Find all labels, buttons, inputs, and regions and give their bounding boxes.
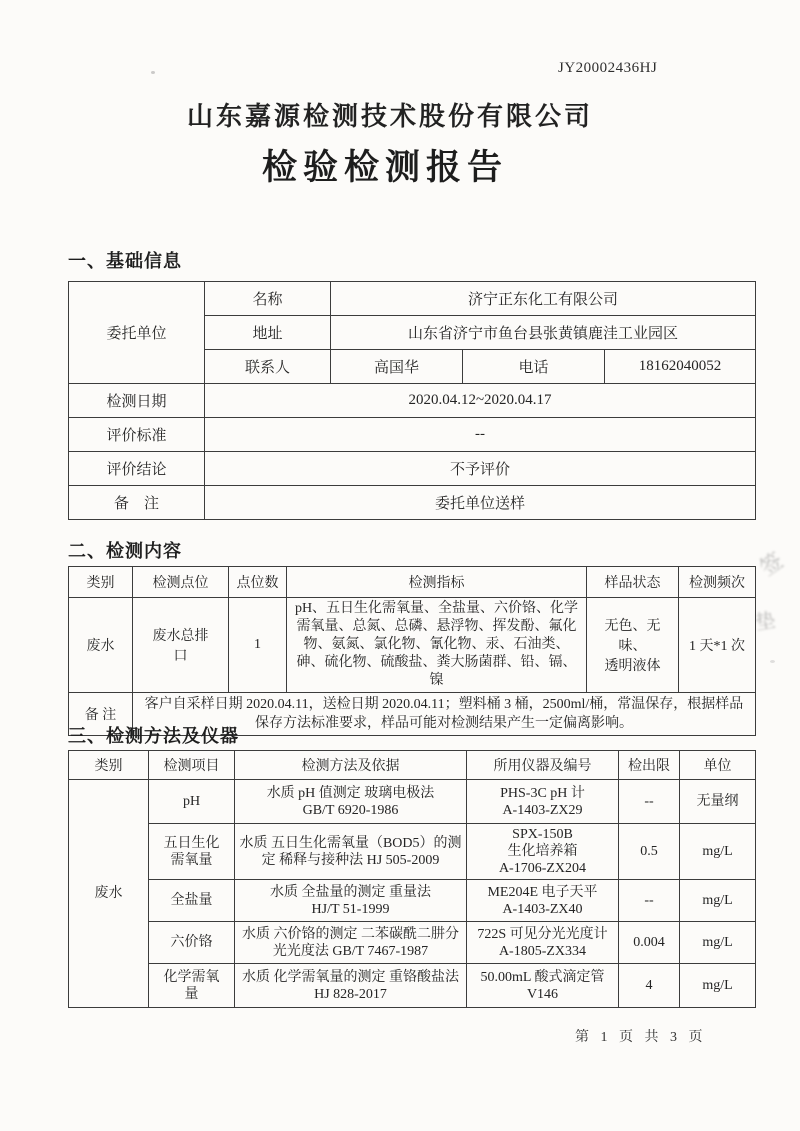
eval-standard-label: 评价标准 (69, 418, 205, 452)
phone-value: 18162040052 (605, 350, 756, 384)
basic-info-table (68, 281, 756, 520)
col-header-instrument: 所用仪器及编号 (467, 751, 619, 780)
remark-label: 备 注 (69, 486, 205, 520)
contact-value: 高国华 (331, 350, 463, 384)
unit-cell: mg/L (680, 964, 756, 1008)
table-row (69, 964, 756, 1008)
item-cell: pH (149, 780, 235, 824)
remark-value: 委托单位送样 (205, 486, 756, 520)
col-header-point-count: 点位数 (229, 567, 287, 598)
remark-label: 备 注 (69, 693, 133, 736)
col-header-indicators: 检测指标 (287, 567, 587, 598)
eval-conclusion-label: 评价结论 (69, 452, 205, 486)
limit-cell: 0.5 (619, 824, 680, 880)
item-cell: 六价铬 (149, 922, 235, 964)
category-cell: 废水 (69, 598, 133, 693)
table-row (69, 598, 756, 693)
table-header-row (69, 567, 756, 598)
unit-cell: 无量纲 (680, 780, 756, 824)
limit-cell: -- (619, 880, 680, 922)
indicators-cell: pH、五日生化需氧量、全盐量、六价铬、化学需氧量、总氮、总磷、悬浮物、挥发酚、氟化物、氨氮、氯化物、氰化物、汞、石油类、砷、硫化物、硫酸盐、粪大肠菌群、铅、镉、镍 (287, 598, 587, 693)
remark-value: 客户自采样日期 2020.04.11，送检日期 2020.04.11；塑料桶 3 桶，2500ml/桶，常温保存，根据样品保存方法标准要求，样品可能对检测结果产生一定偏离影响。 (133, 693, 756, 736)
stamp-mark: 签 (755, 547, 788, 581)
eval-conclusion-value: 不予评价 (205, 452, 756, 486)
col-header-method: 检测方法及依据 (235, 751, 467, 780)
item-cell: 全盐量 (149, 880, 235, 922)
test-content-table (68, 566, 756, 736)
instrument-cell: PHS-3C pH 计 A-1403-ZX29 (467, 780, 619, 824)
col-header-sample-state: 样品状态 (587, 567, 679, 598)
col-header-unit: 单位 (680, 751, 756, 780)
method-cell: 水质 化学需氧量的测定 重铬酸盐法 HJ 828-2017 (235, 964, 467, 1008)
section-heading-basic-info: 一、基础信息 (68, 251, 182, 271)
point-count-cell: 1 (229, 598, 287, 693)
col-header-category: 类别 (69, 751, 149, 780)
table-row (69, 384, 756, 418)
table-row (69, 824, 756, 880)
eval-standard-value: -- (205, 418, 756, 452)
table-row (69, 780, 756, 824)
item-cell: 化学需氧 量 (149, 964, 235, 1008)
table-header-row (69, 751, 756, 780)
client-name-value: 济宁正东化工有限公司 (331, 282, 756, 316)
report-title: 检验检测报告 (261, 148, 508, 187)
scan-noise-dot (151, 71, 155, 74)
method-cell: 水质 pH 值测定 玻璃电极法 GB/T 6920-1986 (235, 780, 467, 824)
client-unit-label: 委托单位 (69, 282, 205, 384)
client-address-label: 地址 (205, 316, 331, 350)
instrument-cell: SPX-150B 生化培养箱 A-1706-ZX204 (467, 824, 619, 880)
method-cell: 水质 五日生化需氧量（BOD5）的测定 稀释与接种法 HJ 505-2009 (235, 824, 467, 880)
col-header-point: 检测点位 (133, 567, 229, 598)
table-row (69, 486, 756, 520)
section-heading-test-content: 二、检测内容 (68, 541, 182, 561)
unit-cell: mg/L (680, 824, 756, 880)
method-cell: 水质 六价铬的测定 二苯碳酰二肼分光光度法 GB/T 7467-1987 (235, 922, 467, 964)
contact-label: 联系人 (205, 350, 331, 384)
table-row (69, 418, 756, 452)
methods-table (68, 750, 756, 1008)
limit-cell: -- (619, 780, 680, 824)
item-cell: 五日生化 需氧量 (149, 824, 235, 880)
col-header-frequency: 检测频次 (679, 567, 756, 598)
instrument-cell: 50.00mL 酸式滴定管 V146 (467, 964, 619, 1008)
method-cell: 水质 全盐量的测定 重量法 HJ/T 51-1999 (235, 880, 467, 922)
test-date-label: 检测日期 (69, 384, 205, 418)
instrument-cell: 722S 可见分光光度计 A-1805-ZX334 (467, 922, 619, 964)
table-row (69, 922, 756, 964)
stamp-mark: 垫 (753, 609, 778, 635)
phone-label: 电话 (463, 350, 605, 384)
scan-noise-dot (770, 660, 775, 663)
frequency-cell: 1 天*1 次 (679, 598, 756, 693)
section-heading-methods: 三、检测方法及仪器 (68, 726, 239, 746)
table-row (69, 452, 756, 486)
unit-cell: mg/L (680, 922, 756, 964)
table-row (69, 282, 756, 316)
col-header-item: 检测项目 (149, 751, 235, 780)
company-title: 山东嘉源检测技术股份有限公司 (186, 102, 593, 131)
client-name-label: 名称 (205, 282, 331, 316)
client-address-value: 山东省济宁市鱼台县张黄镇鹿洼工业园区 (331, 316, 756, 350)
report-code: JY20002436HJ (558, 60, 658, 76)
instrument-cell: ME204E 电子天平 A-1403-ZX40 (467, 880, 619, 922)
table-row (69, 880, 756, 922)
point-cell: 废水总排 口 (133, 598, 229, 693)
unit-cell: mg/L (680, 880, 756, 922)
limit-cell: 0.004 (619, 922, 680, 964)
col-header-category: 类别 (69, 567, 133, 598)
sample-state-cell: 无色、无味、 透明液体 (587, 598, 679, 693)
limit-cell: 4 (619, 964, 680, 1008)
page-number: 第 1 页 共 3 页 (575, 1030, 707, 1045)
test-date-value: 2020.04.12~2020.04.17 (205, 384, 756, 418)
category-cell: 废水 (69, 780, 149, 1008)
col-header-detection-limit: 检出限 (619, 751, 680, 780)
